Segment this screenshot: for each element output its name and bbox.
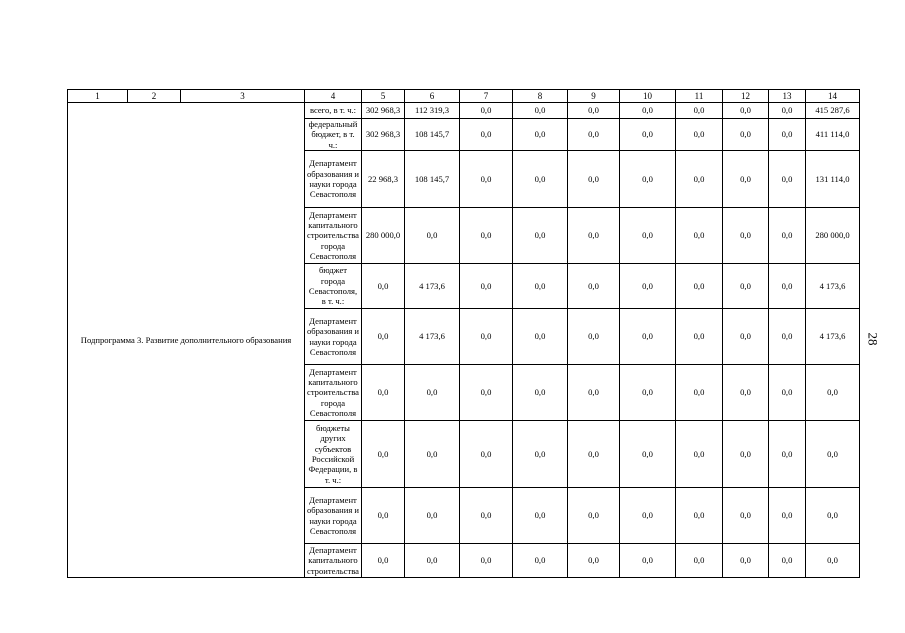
amount-cell: 0,0 [676,309,723,365]
column-number-4: 4 [305,90,362,103]
budget-table [67,89,860,578]
amount-cell: 0,0 [568,264,620,309]
amount-cell: 0,0 [513,151,568,208]
amount-cell: 0,0 [676,365,723,421]
amount-cell: 0,0 [723,309,769,365]
amount-cell: 0,0 [806,421,860,488]
amount-cell: 0,0 [568,365,620,421]
amount-cell: 0,0 [568,208,620,264]
amount-cell: 411 114,0 [806,119,860,151]
amount-cell: 0,0 [723,208,769,264]
amount-cell: 0,0 [620,103,676,119]
amount-cell: 0,0 [460,151,513,208]
column-number-14: 14 [806,90,860,103]
amount-cell: 0,0 [620,544,676,578]
amount-cell: 0,0 [723,264,769,309]
amount-cell: 0,0 [676,421,723,488]
amount-cell: 0,0 [806,544,860,578]
amount-cell: 0,0 [568,421,620,488]
amount-cell: 0,0 [723,103,769,119]
amount-cell: 0,0 [723,119,769,151]
amount-cell: 0,0 [723,365,769,421]
amount-cell: 4 173,6 [405,309,460,365]
column-number-10: 10 [620,90,676,103]
amount-cell: 0,0 [723,421,769,488]
amount-cell: 0,0 [568,151,620,208]
column-number-12: 12 [723,90,769,103]
amount-cell: 302 968,3 [362,119,405,151]
amount-cell: 0,0 [676,119,723,151]
amount-cell: 0,0 [513,544,568,578]
amount-cell: 0,0 [362,421,405,488]
amount-cell: 0,0 [568,119,620,151]
amount-cell: 0,0 [769,151,806,208]
amount-cell: 0,0 [676,208,723,264]
amount-cell: 0,0 [769,421,806,488]
amount-cell: 0,0 [513,208,568,264]
funding-source: федеральный бюджет, в т. ч.: [305,119,362,151]
amount-cell: 0,0 [769,103,806,119]
amount-cell: 0,0 [362,264,405,309]
amount-cell: 0,0 [513,421,568,488]
funding-source: всего, в т. ч.: [305,103,362,119]
column-number-9: 9 [568,90,620,103]
amount-cell: 0,0 [405,208,460,264]
funding-source: Департамент капитального строительства города Севастополя [305,365,362,421]
amount-cell: 0,0 [362,309,405,365]
amount-cell: 0,0 [460,103,513,119]
amount-cell: 0,0 [676,544,723,578]
funding-source: бюджет города Севастополя, в т. ч.: [305,264,362,309]
amount-cell: 0,0 [769,119,806,151]
amount-cell: 0,0 [405,544,460,578]
amount-cell: 0,0 [676,151,723,208]
amount-cell: 0,0 [806,365,860,421]
amount-cell: 0,0 [769,309,806,365]
column-number-row [68,90,860,103]
amount-cell: 0,0 [620,488,676,544]
amount-cell: 0,0 [620,151,676,208]
amount-cell: 0,0 [806,488,860,544]
amount-cell: 22 968,3 [362,151,405,208]
column-number-2: 2 [128,90,181,103]
amount-cell: 415 287,6 [806,103,860,119]
subprogram-name: Подпрограмма 3. Развитие дополнительного образования [68,103,305,578]
amount-cell: 0,0 [620,119,676,151]
amount-cell: 112 319,3 [405,103,460,119]
amount-cell: 0,0 [460,119,513,151]
amount-cell: 108 145,7 [405,119,460,151]
column-number-3: 3 [181,90,305,103]
funding-source: Департамент образования и науки города Севастополя [305,151,362,208]
table-row [68,103,860,119]
amount-cell: 302 968,3 [362,103,405,119]
amount-cell: 0,0 [568,103,620,119]
amount-cell: 4 173,6 [806,309,860,365]
amount-cell: 0,0 [405,365,460,421]
amount-cell: 131 114,0 [806,151,860,208]
amount-cell: 280 000,0 [806,208,860,264]
amount-cell: 0,0 [460,365,513,421]
funding-source: Департамент образования и науки города Севастополя [305,309,362,365]
amount-cell: 0,0 [460,264,513,309]
amount-cell: 0,0 [620,264,676,309]
amount-cell: 0,0 [769,544,806,578]
amount-cell: 0,0 [568,309,620,365]
amount-cell: 0,0 [620,365,676,421]
amount-cell: 0,0 [460,309,513,365]
amount-cell: 0,0 [513,488,568,544]
amount-cell: 4 173,6 [806,264,860,309]
amount-cell: 0,0 [769,365,806,421]
funding-source: Департамент капитального строительства [305,544,362,578]
funding-source: бюджеты других субъектов Российской Федерации, в т. ч.: [305,421,362,488]
amount-cell: 280 000,0 [362,208,405,264]
amount-cell: 0,0 [676,264,723,309]
amount-cell: 0,0 [769,208,806,264]
amount-cell: 0,0 [568,488,620,544]
amount-cell: 0,0 [620,309,676,365]
column-number-7: 7 [460,90,513,103]
amount-cell: 0,0 [620,421,676,488]
page-number: 28 [865,332,881,346]
amount-cell: 0,0 [405,488,460,544]
amount-cell: 0,0 [723,151,769,208]
amount-cell: 0,0 [460,208,513,264]
amount-cell: 108 145,7 [405,151,460,208]
column-number-13: 13 [769,90,806,103]
amount-cell: 0,0 [676,103,723,119]
column-number-11: 11 [676,90,723,103]
amount-cell: 0,0 [460,421,513,488]
amount-cell: 0,0 [513,365,568,421]
amount-cell: 0,0 [513,119,568,151]
table-body [68,90,860,578]
column-number-6: 6 [405,90,460,103]
amount-cell: 0,0 [769,264,806,309]
column-number-8: 8 [513,90,568,103]
amount-cell: 0,0 [513,264,568,309]
column-number-1: 1 [68,90,128,103]
funding-source: Департамент образования и науки города Севастополя [305,488,362,544]
amount-cell: 0,0 [460,544,513,578]
amount-cell: 0,0 [676,488,723,544]
amount-cell: 0,0 [362,365,405,421]
amount-cell: 0,0 [769,488,806,544]
amount-cell: 0,0 [568,544,620,578]
amount-cell: 0,0 [723,544,769,578]
amount-cell: 0,0 [460,488,513,544]
amount-cell: 4 173,6 [405,264,460,309]
funding-source: Департамент капитального строительства города Севастополя [305,208,362,264]
amount-cell: 0,0 [513,103,568,119]
amount-cell: 0,0 [362,488,405,544]
amount-cell: 0,0 [405,421,460,488]
amount-cell: 0,0 [620,208,676,264]
amount-cell: 0,0 [362,544,405,578]
amount-cell: 0,0 [723,488,769,544]
amount-cell: 0,0 [513,309,568,365]
column-number-5: 5 [362,90,405,103]
